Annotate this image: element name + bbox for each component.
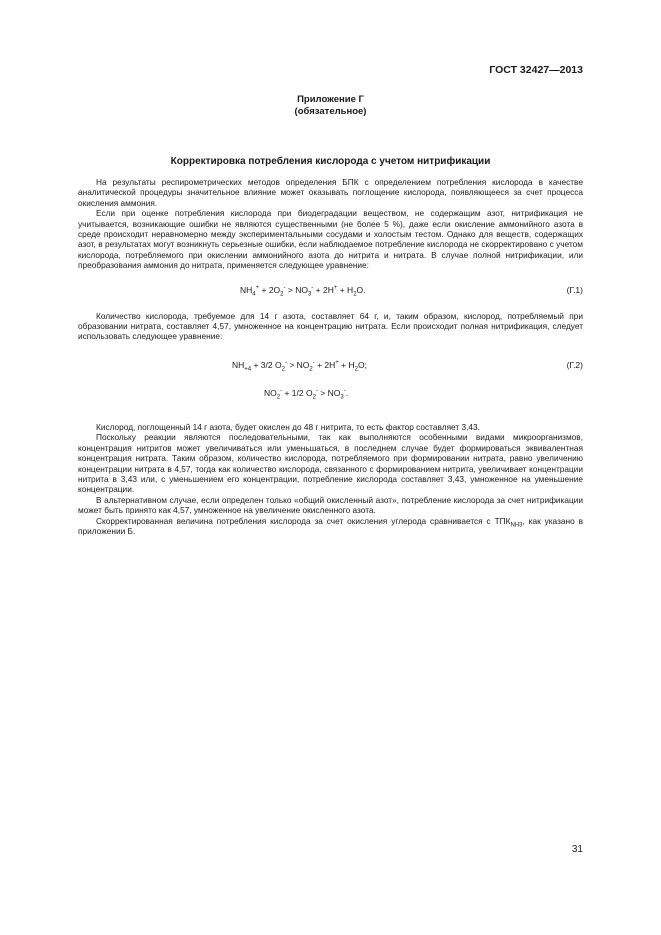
equation-g3 — [78, 388, 583, 400]
annex-heading — [0, 94, 661, 117]
paragraph-3: Количество кислорода, требуемое для 14 г азота, составляет 64 г, и, таким образом, кислород, потребляемый при образовании нитрата, составляет 4,57, умноженное на концентрацию нитрата. Если происходит полная нитрификация, следует использовать следующее уравнение: — [78, 310, 583, 342]
equation-g2-formula: $NH_{+4} + 3/2$ $O_2^- > NO_2^- + 2H^+ + H_2O$; — [232, 359, 367, 373]
document-body — [78, 177, 583, 536]
equation-g2-number: (Г.2) — [566, 359, 583, 370]
tpk-subscript: NH3 — [510, 522, 523, 529]
equation-g1-number: (Г.1) — [566, 284, 583, 295]
equation-g1-formula: $NH_4^+ + 2O_2^- > NO_3^- + 2H^+ + H_2O$. — [240, 284, 366, 298]
paragraph-1: На результаты респирометрических методов определения БПК с определением потребления кислорода в качестве аналитической процедуры значительное влияние может оказывать поглощение кислорода, появляющееся за счет процесса окисления аммония. — [78, 177, 583, 208]
annex-status: (обязательное) — [294, 105, 367, 117]
paragraph-5: Поскольку реакции являются последовательными, так как выполняются особенными видами микроорганизмов, концентрация нитритов может увеличиваться или уменьшаться, в последнем случае будет формироваться эквивалентная концентрация нитрата. Таким образом, количество кислорода, потребляемого при формировании нитрата, равно увеличению концентрации нитрата в 4,57, тогда как количество кислорода, связанного с формированием нитрита, увеличивает концентрации нитрита в 3,43 или, с уменьшением его концентрации, потребление кислорода составляет 3,43, умноженное на уменьшение концентрации. — [78, 432, 583, 495]
equation-g2 — [78, 360, 583, 372]
paragraph-7: Скорректированная величина потребления кислорода за счет окисления углерода сравнивается с $ТПК_{NH3}$, как указано в приложении Б. — [78, 515, 583, 536]
paragraph-2: Если при оценке потребления кислорода при биодеградации веществом, не содержащим азот, нитрификация не учитывается, возникающие ошибки не являются существенными (не более 5 %), даже если окисление аммонийного азота в среде происходит неравномерно между экспериментальными сосудами и холостым тестом. Однако для веществ, содержащих азот, в результатах могут возникнуть серьезные ошибки, если наблюдаемое потребление кислорода не скорректировано с учетом кислорода, потребляемого при окислении аммонийного азота до нитрита и нитрата. В случае полной нитрификации, или преобразования аммония до нитрата, применяется следующее уравнение: — [78, 208, 583, 271]
paragraph-4: Кислород, поглощенный 14 г азота, будет окислен до 48 г нитрита, то есть фактор составляет 3,43. — [96, 421, 480, 432]
section-title: Корректировка потребления кислорода с учетом нитрификации — [170, 156, 491, 167]
page-number: 31 — [571, 844, 583, 855]
document-id: ГОСТ 32427—2013 — [489, 64, 583, 76]
equation-g3-formula: $NO_2^- + 1/2$ $O_2^- > NO_3^-$. — [264, 387, 349, 401]
paragraph-6: В альтернативном случае, если определен только «общий окисленный азот», потребление кислорода за счет нитрификации может быть принято как 4,57, умноженное на увеличение окисленного азота. — [78, 494, 583, 516]
annex-title: Приложение Г — [297, 94, 364, 105]
equation-g1 — [78, 285, 583, 297]
